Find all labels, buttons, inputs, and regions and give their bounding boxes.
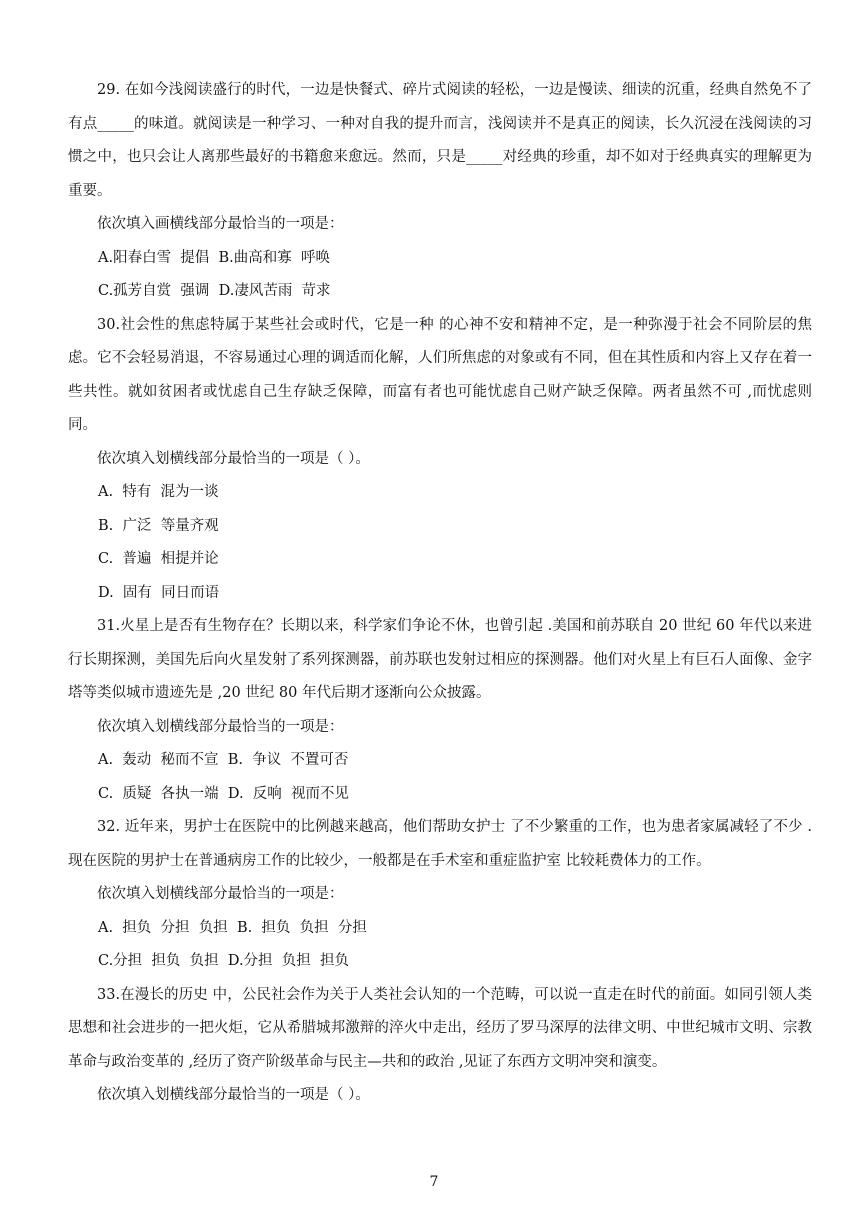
option-line: C.孤芳自赏 强调 D.凄风苦雨 苛求 [98, 283, 331, 299]
option-line: D. 固有 同日而语 [98, 584, 220, 601]
page-content [68, 74, 812, 1113]
question-prompt: 依次填入画横线部分最恰当的一项是： [97, 216, 344, 232]
question-32 [68, 811, 812, 979]
question-stem: 33.在漫长的历史 中，公民社会作为关于人类社会认知的一个范畴，可以说一直走在时代的前面。如同引领人类思想和社会进步的一把火炬，它从希腊城邦激辩的淬火中走出，经历了罗马深厚的法律文明、中世纪城市文明、宗教革命与政治变革的 ,经历了资产阶级革命与民主—共和的政治 ,见证了东西方文明冲突和演变。 [68, 986, 812, 1070]
option-line: C. 普遍 相提并论 [98, 551, 219, 567]
question-stem: 30.社会性的焦虑特属于某些社会或时代，它是一种 的心神不安和精神不定，是一种弥漫于社会不同阶层的焦虑。它不会轻易消退，不容易通过心理的调适而化解，人们所焦虑的对象或有不同，但在其性质和内容上又存在着一些共性。就如贫困者或忧虑自己生存缺乏保障，而富有者也可能忧虑自己财产缺乏保障。两者虽然不可 ,而忧虑则同。 [68, 316, 812, 433]
option-line: C. 质疑 各执一端 D. 反响 视而不见 [98, 785, 349, 802]
option-line: A.阳春白雪 提倡 B.曲高和寡 呼唤 [98, 249, 330, 266]
question-stem: 31.火星上是否有生物存在？长期以来，科学家们争论不休，也曾引起 .美国和前苏联自 20 世纪 60 年代以来进行长期探测，美国先后向火星发射了系列探测器，前苏联也发射过相应的探测器。他们对火星上有巨石人面像、金字塔等类似城市遗迹先是 ,20 世纪 80 年代后期才逐渐向公众披露。 [68, 618, 812, 701]
option-line: A. 特有 混为一谈 [98, 484, 219, 500]
question-29 [68, 74, 812, 309]
question-31 [68, 610, 812, 811]
question-prompt: 依次填入划横线部分最恰当的一项是： [97, 718, 344, 735]
question-30 [68, 309, 812, 611]
question-stem: 29. 在如今浅阅读盛行的时代，一边是快餐式、碎片式阅读的轻松，一边是慢读、细读的沉重，经典自然免不了有点_____的味道。就阅读是一种学习、一种对自我的提升而言，浅阅读并不是真正的阅读，长久沉浸在浅阅读的习惯之中，也只会让人离那些最好的书籍愈来愈远。然而，只是_____对经典的珍重，却不如对于经典真实的理解更为重要。 [68, 82, 812, 199]
page-number: 7 [429, 1174, 439, 1190]
question-33 [68, 979, 812, 1113]
option-line: B. 广泛 等量齐观 [98, 517, 219, 534]
option-line: A. 担负 分担 负担 B. 担负 负担 分担 [98, 919, 367, 936]
question-prompt: 依次填入划横线部分最恰当的一项是（ ）。 [97, 450, 370, 467]
question-prompt: 依次填入划横线部分最恰当的一项是： [97, 886, 344, 902]
question-prompt: 依次填入划横线部分最恰当的一项是（ ）。 [97, 1087, 370, 1103]
question-stem: 32. 近年来，男护士在医院中的比例越来越高，他们帮助女护士 了不少繁重的工作，也为患者家属减轻了不少 .现在医院的男护士在普通病房工作的比较少，一般都是在手术室和重症监护室 比较耗费体力的工作。 [68, 819, 812, 869]
option-line: C.分担 担负 负担 D.分担 负担 担负 [98, 953, 349, 969]
option-line: A. 轰动 秘而不宣 B. 争议 不置可否 [98, 752, 349, 768]
